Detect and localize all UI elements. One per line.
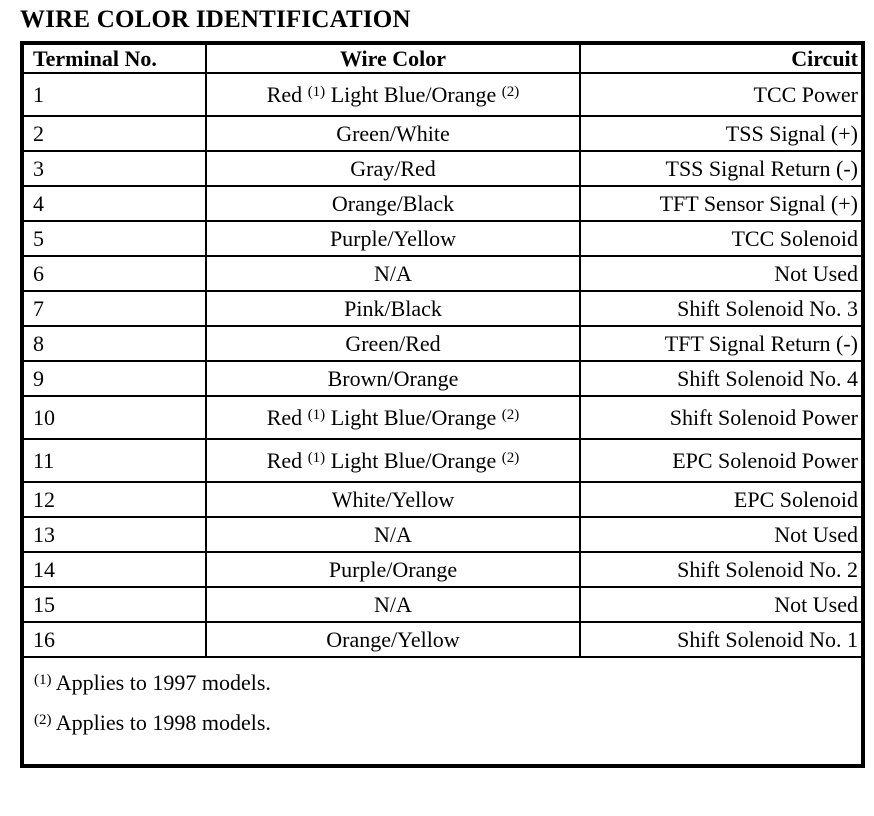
wire-color-cell: Red $^{(1)}$ Light Blue/Orange $^{(2)}$: [206, 439, 580, 482]
wire-color-cell: Purple/Orange: [206, 552, 580, 587]
circuit-cell: Not Used: [580, 587, 863, 622]
circuit-cell: Not Used: [580, 517, 863, 552]
wire-color-cell: Orange/Black: [206, 186, 580, 221]
circuit-cell: Shift Solenoid Power: [580, 396, 863, 439]
terminal-no-cell: 12: [22, 482, 206, 517]
table-row: [22, 256, 863, 291]
wire-color-cell: Purple/Yellow: [206, 221, 580, 256]
table-row: [22, 116, 863, 151]
terminal-no-cell: 5: [22, 221, 206, 256]
terminal-no-cell: 14: [22, 552, 206, 587]
terminal-no-cell: 13: [22, 517, 206, 552]
circuit-cell: TSS Signal (+): [580, 116, 863, 151]
circuit-cell: TFT Signal Return (-): [580, 326, 863, 361]
circuit-cell: Not Used: [580, 256, 863, 291]
table-row: [22, 396, 863, 439]
wire-color-cell: Red $^{(1)}$ Light Blue/Orange $^{(2)}$: [206, 396, 580, 439]
table-row: [22, 186, 863, 221]
circuit-cell: Shift Solenoid No. 3: [580, 291, 863, 326]
wire-color-cell: Red $^{(1)}$ Light Blue/Orange $^{(2)}$: [206, 73, 580, 116]
terminal-no-cell: 10: [22, 396, 206, 439]
terminal-no-cell: 11: [22, 439, 206, 482]
wire-color-table: [20, 41, 865, 768]
wire-color-cell: N/A: [206, 517, 580, 552]
table-row: [22, 221, 863, 256]
wire-color-cell: Green/White: [206, 116, 580, 151]
wire-color-cell: White/Yellow: [206, 482, 580, 517]
terminal-no-cell: 9: [22, 361, 206, 396]
wire-color-cell: Orange/Yellow: [206, 622, 580, 657]
table-row: [22, 517, 863, 552]
column-header-terminal-no: Terminal No.: [22, 43, 206, 73]
table-row: [22, 326, 863, 361]
wire-color-cell: Green/Red: [206, 326, 580, 361]
table-footer: [22, 657, 863, 766]
header-row: [22, 43, 863, 73]
circuit-cell: Shift Solenoid No. 1: [580, 622, 863, 657]
table-row: [22, 291, 863, 326]
table-row: [22, 151, 863, 186]
circuit-cell: Shift Solenoid No. 4: [580, 361, 863, 396]
circuit-cell: TSS Signal Return (-): [580, 151, 863, 186]
table-row: [22, 73, 863, 116]
circuit-cell: TFT Sensor Signal (+): [580, 186, 863, 221]
circuit-cell: EPC Solenoid: [580, 482, 863, 517]
wire-color-cell: Pink/Black: [206, 291, 580, 326]
terminal-no-cell: 7: [22, 291, 206, 326]
terminal-no-cell: 2: [22, 116, 206, 151]
table-row: [22, 587, 863, 622]
terminal-no-cell: 8: [22, 326, 206, 361]
terminal-no-cell: 6: [22, 256, 206, 291]
wire-color-cell: N/A: [206, 587, 580, 622]
wire-color-cell: Brown/Orange: [206, 361, 580, 396]
table-body: [22, 73, 863, 657]
table-row: [22, 552, 863, 587]
table-row: [22, 361, 863, 396]
terminal-no-cell: 4: [22, 186, 206, 221]
table-row: [22, 482, 863, 517]
wire-color-cell: Gray/Red: [206, 151, 580, 186]
column-header-circuit: Circuit: [580, 43, 863, 73]
terminal-no-cell: 15: [22, 587, 206, 622]
table-header: [22, 43, 863, 73]
footnote: $^{(2)}$ Applies to 1998 models.: [34, 710, 271, 735]
wire-color-cell: N/A: [206, 256, 580, 291]
column-header-wire-color: Wire Color: [206, 43, 580, 73]
terminal-no-cell: 1: [22, 73, 206, 116]
terminal-no-cell: 3: [22, 151, 206, 186]
terminal-no-cell: 16: [22, 622, 206, 657]
circuit-cell: Shift Solenoid No. 2: [580, 552, 863, 587]
footnotes-row: [22, 657, 863, 766]
table-row: [22, 622, 863, 657]
footnotes-cell: [22, 657, 863, 766]
table-row: [22, 439, 863, 482]
page-title: WIRE COLOR IDENTIFICATION: [20, 6, 411, 33]
circuit-cell: EPC Solenoid Power: [580, 439, 863, 482]
circuit-cell: TCC Power: [580, 73, 863, 116]
footnote: $^{(1)}$ Applies to 1997 models.: [34, 670, 271, 695]
circuit-cell: TCC Solenoid: [580, 221, 863, 256]
